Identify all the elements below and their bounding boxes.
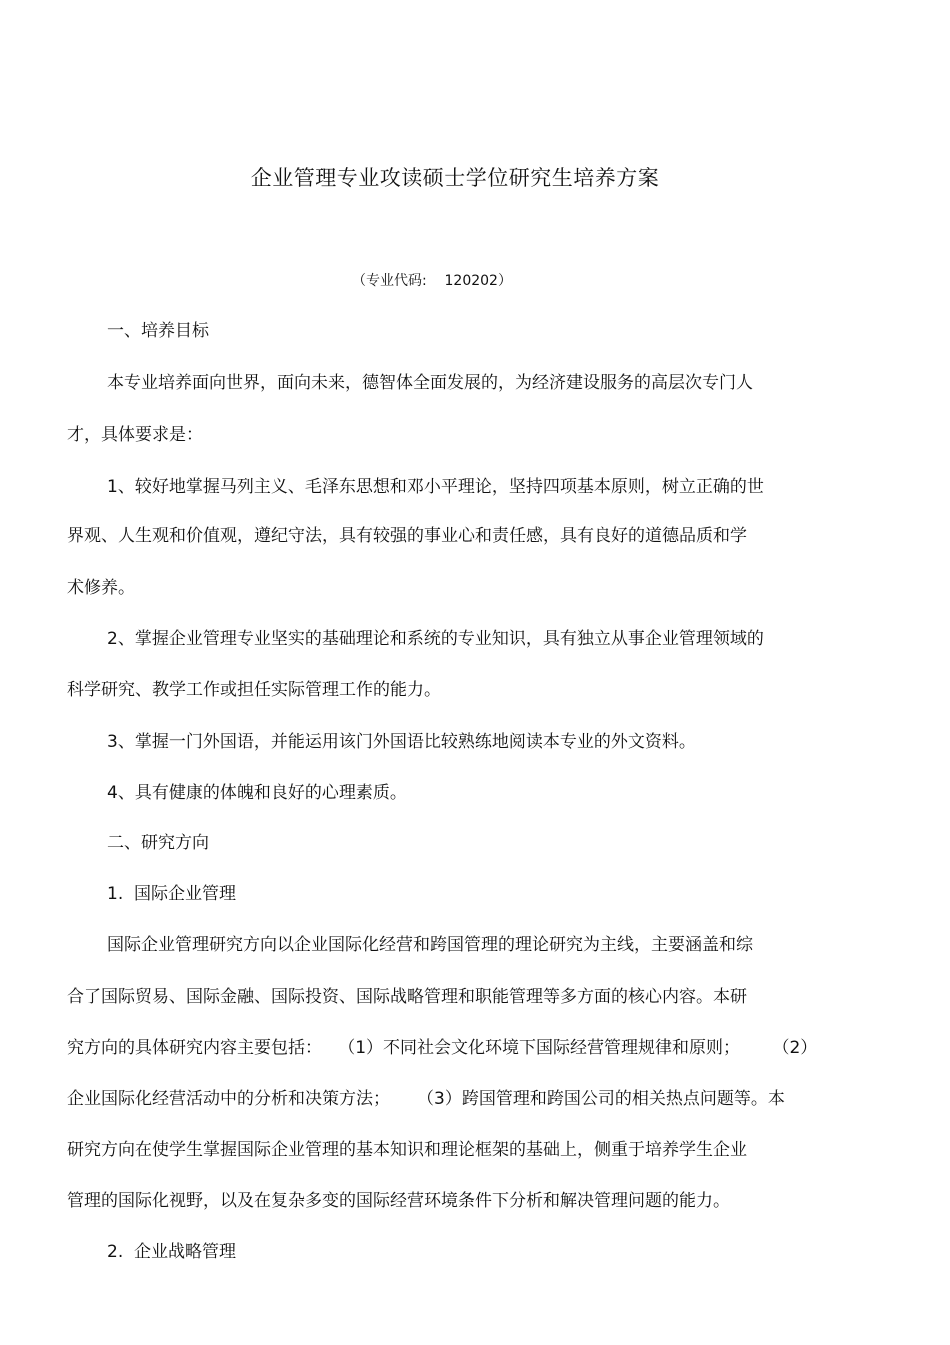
paragraph-line: 科学研究、教学工作或担任实际管理工作的能力。 [67, 680, 441, 700]
section-heading-goals: 一、培养目标 [107, 321, 209, 341]
paragraph-line: 企业国际化经营活动中的分析和决策方法； （3）跨国管理和跨国公司的相关热点问题等。本 [67, 1089, 785, 1109]
major-code: （专业代码: 120202） [352, 273, 512, 289]
document-title: 企业管理专业攻读硕士学位研究生培养方案 [250, 166, 660, 190]
paragraph-line: 管理的国际化视野，以及在复杂多变的国际经营环境条件下分析和解决管理问题的能力。 [67, 1191, 730, 1211]
paragraph-line: 术修养。 [67, 578, 135, 598]
paragraph-line: 合了国际贸易、国际金融、国际投资、国际战略管理和职能管理等多方面的核心内容。本研 [67, 987, 747, 1007]
paragraph-line: 研究方向在使学生掌握国际企业管理的基本知识和理论框架的基础上，侧重于培养学生企业 [67, 1140, 747, 1160]
paragraph-line: 1、较好地掌握马列主义、毛泽东思想和邓小平理论，坚持四项基本原则，树立正确的世 [107, 477, 764, 497]
section-heading-directions: 二、研究方向 [107, 833, 209, 853]
paragraph-line: 本专业培养面向世界，面向未来，德智体全面发展的，为经济建设服务的高层次专门人 [107, 373, 753, 393]
paragraph-line: 2、掌握企业管理专业坚实的基础理论和系统的专业知识，具有独立从事企业管理领域的 [107, 629, 764, 649]
paragraph-line: 界观、人生观和价值观，遵纪守法，具有较强的事业心和责任感，具有良好的道德品质和学 [67, 526, 747, 546]
paragraph-line: 才，具体要求是： [67, 425, 203, 445]
paragraph-line: 国际企业管理研究方向以企业国际化经营和跨国管理的理论研究为主线，主要涵盖和综 [107, 935, 753, 955]
paragraph-line: 究方向的具体研究内容主要包括： （1）不同社会文化环境下国际经营管理规律和原则； （2） [67, 1038, 818, 1058]
paragraph-line: 4、具有健康的体魄和良好的心理素质。 [107, 783, 407, 803]
subsection-heading: 1. 国际企业管理 [107, 884, 237, 904]
subsection-heading: 2. 企业战略管理 [107, 1242, 237, 1262]
paragraph-line: 3、掌握一门外国语，并能运用该门外国语比较熟练地阅读本专业的外文资料。 [107, 732, 696, 752]
